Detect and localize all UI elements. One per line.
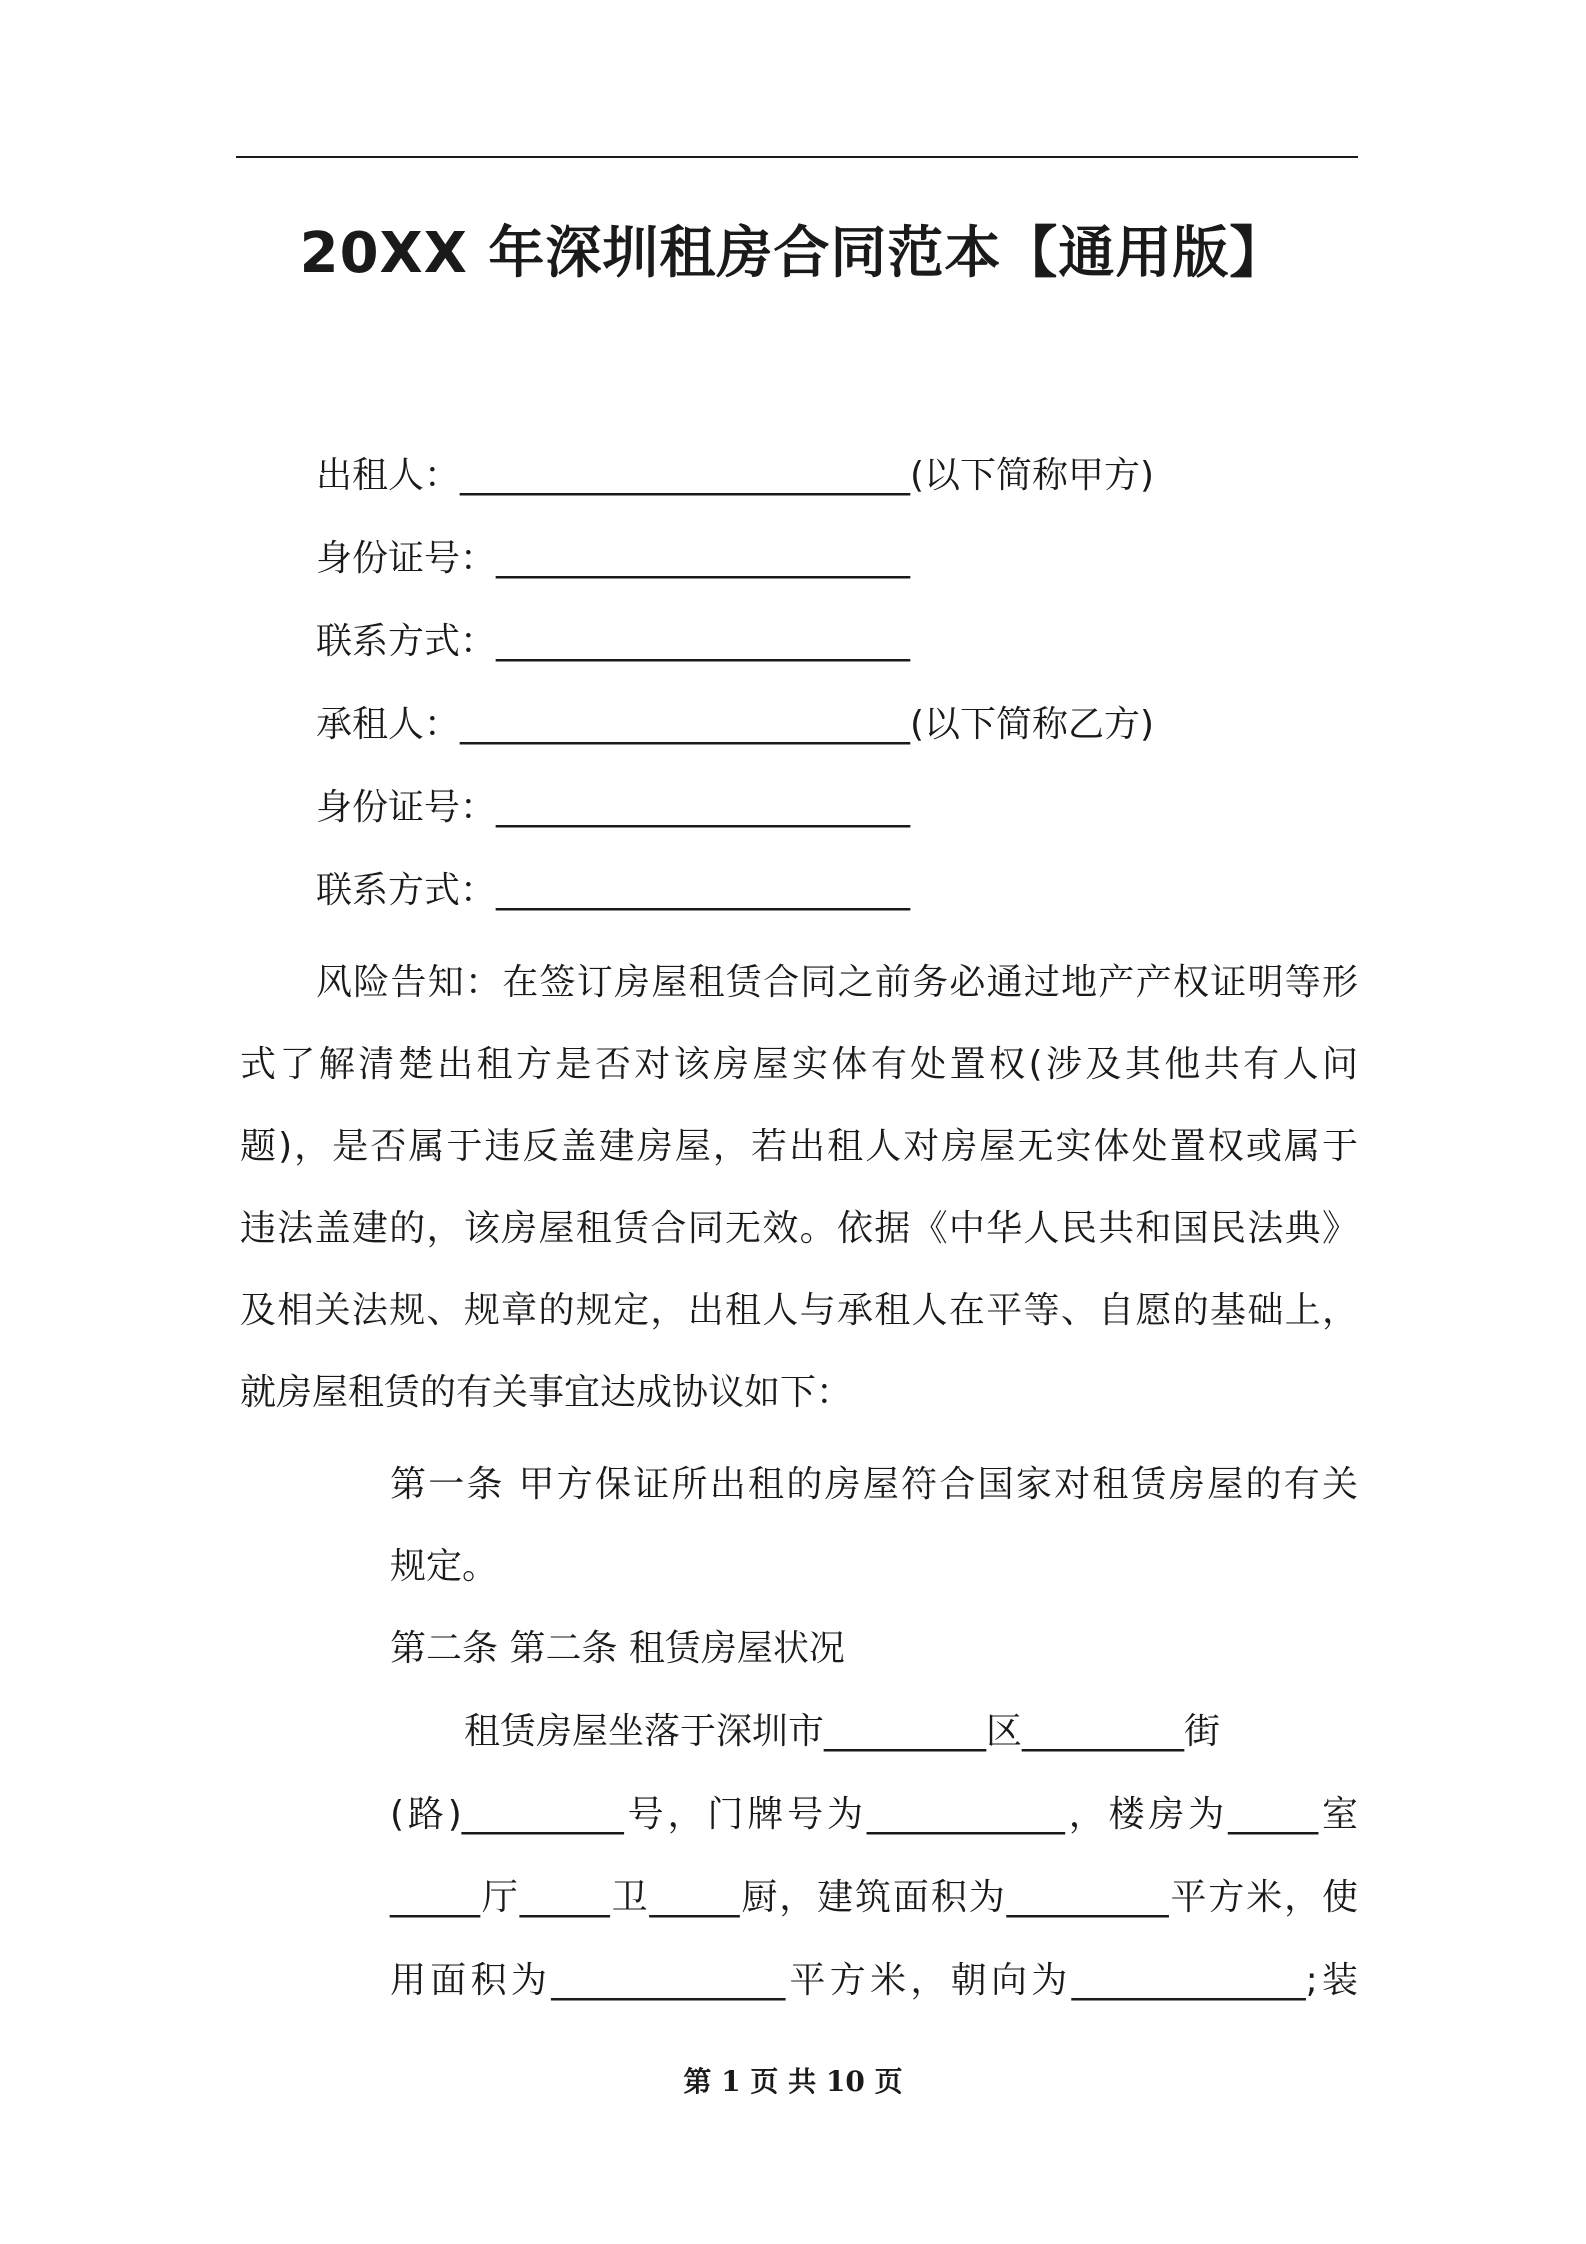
document-title: 20XX 年深圳租房合同范本【通用版】 xyxy=(299,221,1287,286)
article-2-line-1: 租赁房屋坐落于深圳市_________区_________街 xyxy=(464,1711,1221,1752)
header-rule xyxy=(236,156,1358,158)
article-2-line-2: (路)_________号，门牌号为___________，楼房为_____室 xyxy=(390,1794,1358,1835)
risk-notice-line-4: 违法盖建的，该房屋租赁合同无效。依据《中华人民共和国民法典》 xyxy=(240,1208,1358,1249)
risk-notice-line-5: 及相关法规、规章的规定，出租人与承租人在平等、自愿的基础上， xyxy=(240,1290,1358,1331)
risk-notice-line-6: 就房屋租赁的有关事宜达成协议如下： xyxy=(240,1372,853,1413)
risk-notice-line-2: 式了解清楚出租方是否对该房屋实体有处置权(涉及其他共有人问 xyxy=(240,1044,1358,1085)
article-2-line-4: 用面积为_____________平方米，朝向为_____________;装 xyxy=(390,1960,1358,2001)
lessor-line: 出租人：_________________________(以下简称甲方) xyxy=(316,455,1155,496)
article-1-line-2: 规定。 xyxy=(390,1546,499,1587)
article-2-line-3: _____厅_____卫_____厨，建筑面积为_________平方米，使 xyxy=(390,1877,1358,1918)
risk-notice-line-1: 风险告知：在签订房屋租赁合同之前务必通过地产产权证明等形 xyxy=(316,962,1358,1003)
page-indicator: 第 1 页 共 10 页 xyxy=(683,2065,903,2098)
article-2-heading: 第二条 第二条 租赁房屋状况 xyxy=(390,1628,845,1669)
lessee-contact-line: 联系方式：_______________________ xyxy=(316,870,911,911)
risk-notice-line-3: 题)，是否属于违反盖建房屋，若出租人对房屋无实体处置权或属于 xyxy=(240,1126,1358,1167)
lessor-contact-line: 联系方式：_______________________ xyxy=(316,621,911,662)
lessor-id-line: 身份证号：_______________________ xyxy=(316,538,911,579)
lessee-line: 承租人：_________________________(以下简称乙方) xyxy=(316,704,1155,745)
article-1-line-1: 第一条 甲方保证所出租的房屋符合国家对租赁房屋的有关 xyxy=(390,1464,1358,1505)
lessee-id-line: 身份证号：_______________________ xyxy=(316,787,911,828)
